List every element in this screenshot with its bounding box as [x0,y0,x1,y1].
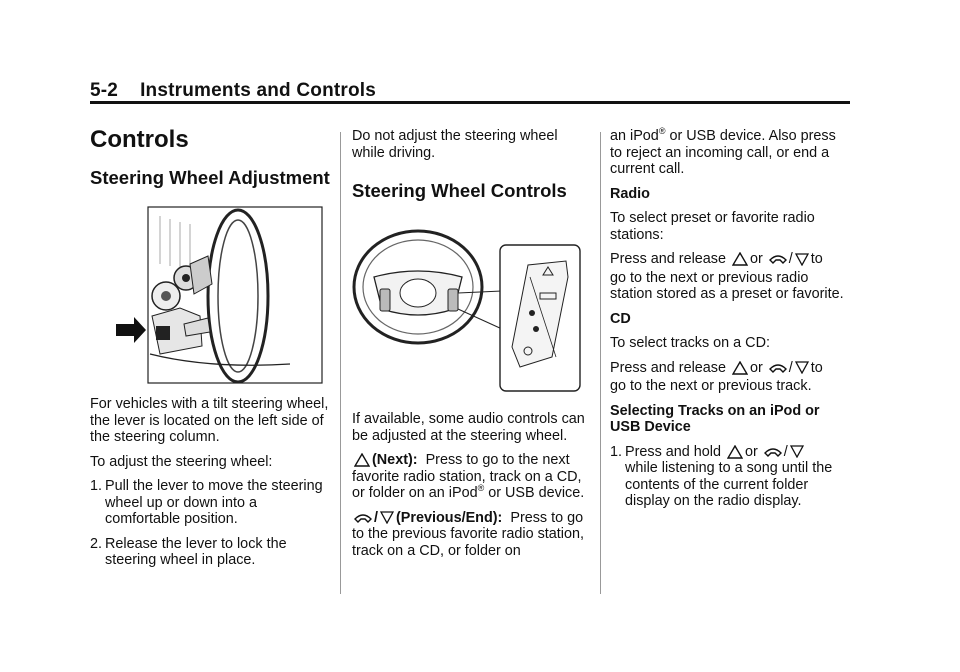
down-triangle-icon [795,253,809,266]
paragraph: Do not adjust the steering wheel while driving. [352,128,558,161]
next-description: (Next): Press to go to the next favorite radio station, track on a CD, or folder on an iPod® or USB device. [352,452,585,501]
next-triangle-icon [732,361,748,375]
list-item: 2. Release the lever to lock the steering wheel in place. [90,536,330,569]
next-label: (Next): [372,452,418,468]
list-item: 1. Pull the lever to move the steering wheel up or down into a comfortable position. [90,478,330,528]
paragraph: To adjust the steering wheel: [90,453,273,470]
tilt-lever-illustration [90,204,330,386]
cd-instruction: Press and release or / to [610,359,823,376]
section-heading: Steering Wheel Controls [352,180,567,201]
call-end-icon [764,446,782,458]
section-number: 5-2 [90,80,119,101]
prev-description: / (Previous/End): Press to go to the previous favorite radio station, track on a CD, or folder on [352,509,584,559]
paragraph: To select preset or favorite radio stations: [610,210,815,243]
call-end-icon [354,512,372,524]
section-title: Instruments and Controls [140,80,377,101]
paragraph: an iPod® or USB device. Also press to reject an incoming call, or end a current call. [610,126,836,177]
prev-label: (Previous/End): [396,509,503,526]
paragraph: To select tracks on a CD: [610,335,770,351]
down-triangle-icon [790,445,804,458]
list-item-text: Release the lever to lock the steering wheel in place. [105,535,287,568]
paragraph: If available, some audio controls can be adjusted at the steering wheel. [352,411,585,444]
next-triangle-icon [732,252,748,266]
call-end-icon [769,362,787,374]
next-triangle-icon [727,445,743,459]
radio-heading: Radio [610,185,650,202]
column-2 [352,120,588,567]
paragraph: go to the next or previous track. [610,378,812,394]
radio-instruction: Press and release or / to [610,251,823,267]
steering-wheel-controls-illustration [352,217,588,399]
selecting-tracks-heading: Selecting Tracks on an iPod or USB Device [610,402,820,435]
page-title: Controls [90,126,189,153]
header-rule [90,101,850,104]
paragraph: go to the next or previous radio station stored as a preset or favorite. [610,269,844,302]
next-text: Press to go to the next favorite radio station, track on a CD, or folder on an iPod [352,452,582,501]
list-item-text: Pull the lever to move the steering wheel up or down into a comfortable position. [105,478,323,527]
section-heading: Steering Wheel Adjustment [90,167,330,188]
down-triangle-icon [795,361,809,374]
paragraph: For vehicles with a tilt steering wheel, the lever is located on the left side of the steering column. [90,396,329,445]
cd-heading: CD [610,310,631,327]
down-triangle-icon [380,511,394,524]
column-divider [600,132,601,594]
column-3 [610,120,850,518]
call-end-icon [769,253,787,265]
column-divider [340,132,341,594]
next-triangle-icon [354,453,370,467]
list-item: 1. Press and hold or / while listening to a song until the contents of the current folder display on the radio display. [610,443,833,509]
page-header [90,80,376,102]
column-1 [90,120,330,577]
prev-text: Press to go to the previous favorite radio station, track on a CD, or folder on [352,509,584,559]
